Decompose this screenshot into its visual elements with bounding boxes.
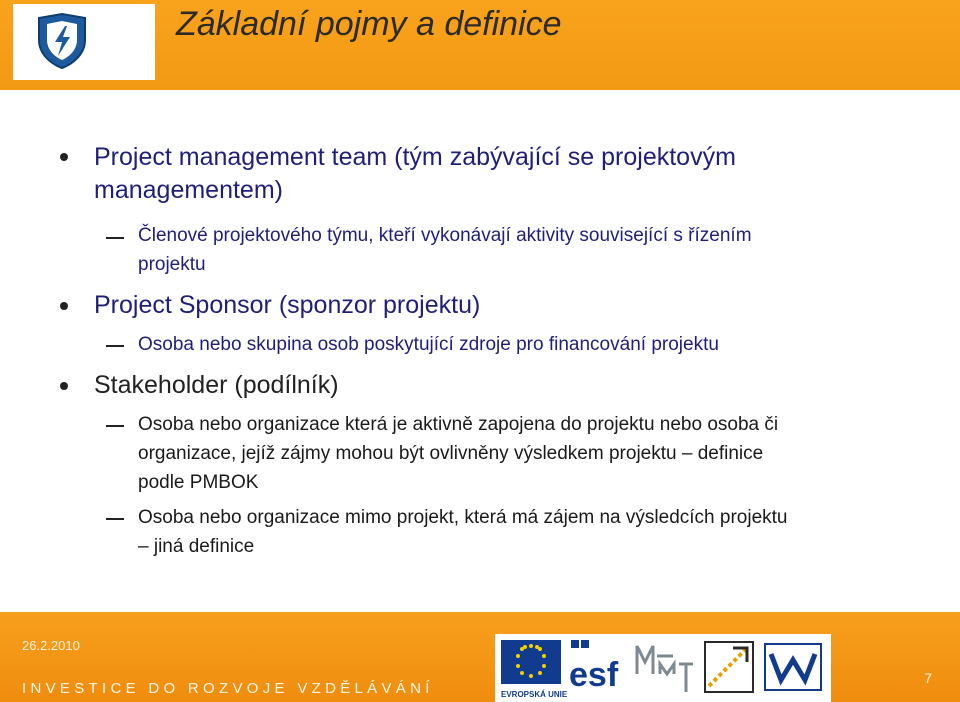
- university-logo: [13, 4, 155, 80]
- esf-logo: [569, 640, 619, 694]
- sub-item: Členové projektového týmu, kteří vykonávají aktivity související s řízením: [138, 225, 752, 246]
- bullet-item-continuation: managementem): [94, 176, 283, 204]
- sub-item-continuation: podle PMBOK: [138, 472, 259, 493]
- dash-marker: [106, 425, 124, 427]
- sub-item: Osoba nebo skupina osob poskytující zdroje pro financování projektu: [138, 334, 719, 355]
- msmt-logo: [637, 646, 693, 692]
- page-number: 7: [924, 670, 932, 686]
- eu-label: EVROPSKÁ UNIE: [501, 690, 568, 699]
- bullet-item: Stakeholder (podílník): [94, 371, 339, 399]
- dash-marker: [106, 345, 124, 347]
- bullet-item: Project Sponsor (sponzor projektu): [94, 291, 481, 319]
- footer-bar: [0, 612, 960, 702]
- dash-marker: [106, 237, 124, 239]
- shield-logo-icon: [33, 12, 91, 70]
- sponsor-logos: [495, 634, 831, 702]
- eu-flag-logo: [501, 640, 568, 699]
- sub-item: Osoba nebo organizace která je aktivně zapojena do projektu nebo osoba či: [138, 414, 779, 435]
- bullet-marker: [60, 302, 68, 310]
- header-bar: [0, 0, 960, 90]
- footer-slogan: INVESTICE DO ROZVOJE VZDĚLÁVÁNÍ: [22, 680, 434, 697]
- esf-label: esf: [569, 656, 619, 694]
- bullet-item: Project management team (tým zabývající se projektovým: [94, 143, 736, 171]
- sub-item-continuation: – jiná definice: [138, 536, 255, 557]
- sub-item: Osoba nebo organizace mimo projekt, která má zájem na výsledcích projektu: [138, 507, 788, 528]
- page-title: Základní pojmy a definice: [176, 5, 562, 43]
- bullet-marker: [60, 382, 68, 390]
- bullet-marker: [60, 153, 68, 161]
- slide-date: 26.2.2010: [22, 638, 80, 653]
- dash-marker: [106, 518, 124, 520]
- sub-item-continuation: organizace, jejíž zájmy mohou být ovlivněny výsledkem projektu – definice: [138, 443, 764, 464]
- sub-item-continuation: projektu: [138, 254, 206, 275]
- oppa-logo: [705, 642, 753, 692]
- university-footer-logo: [765, 644, 821, 690]
